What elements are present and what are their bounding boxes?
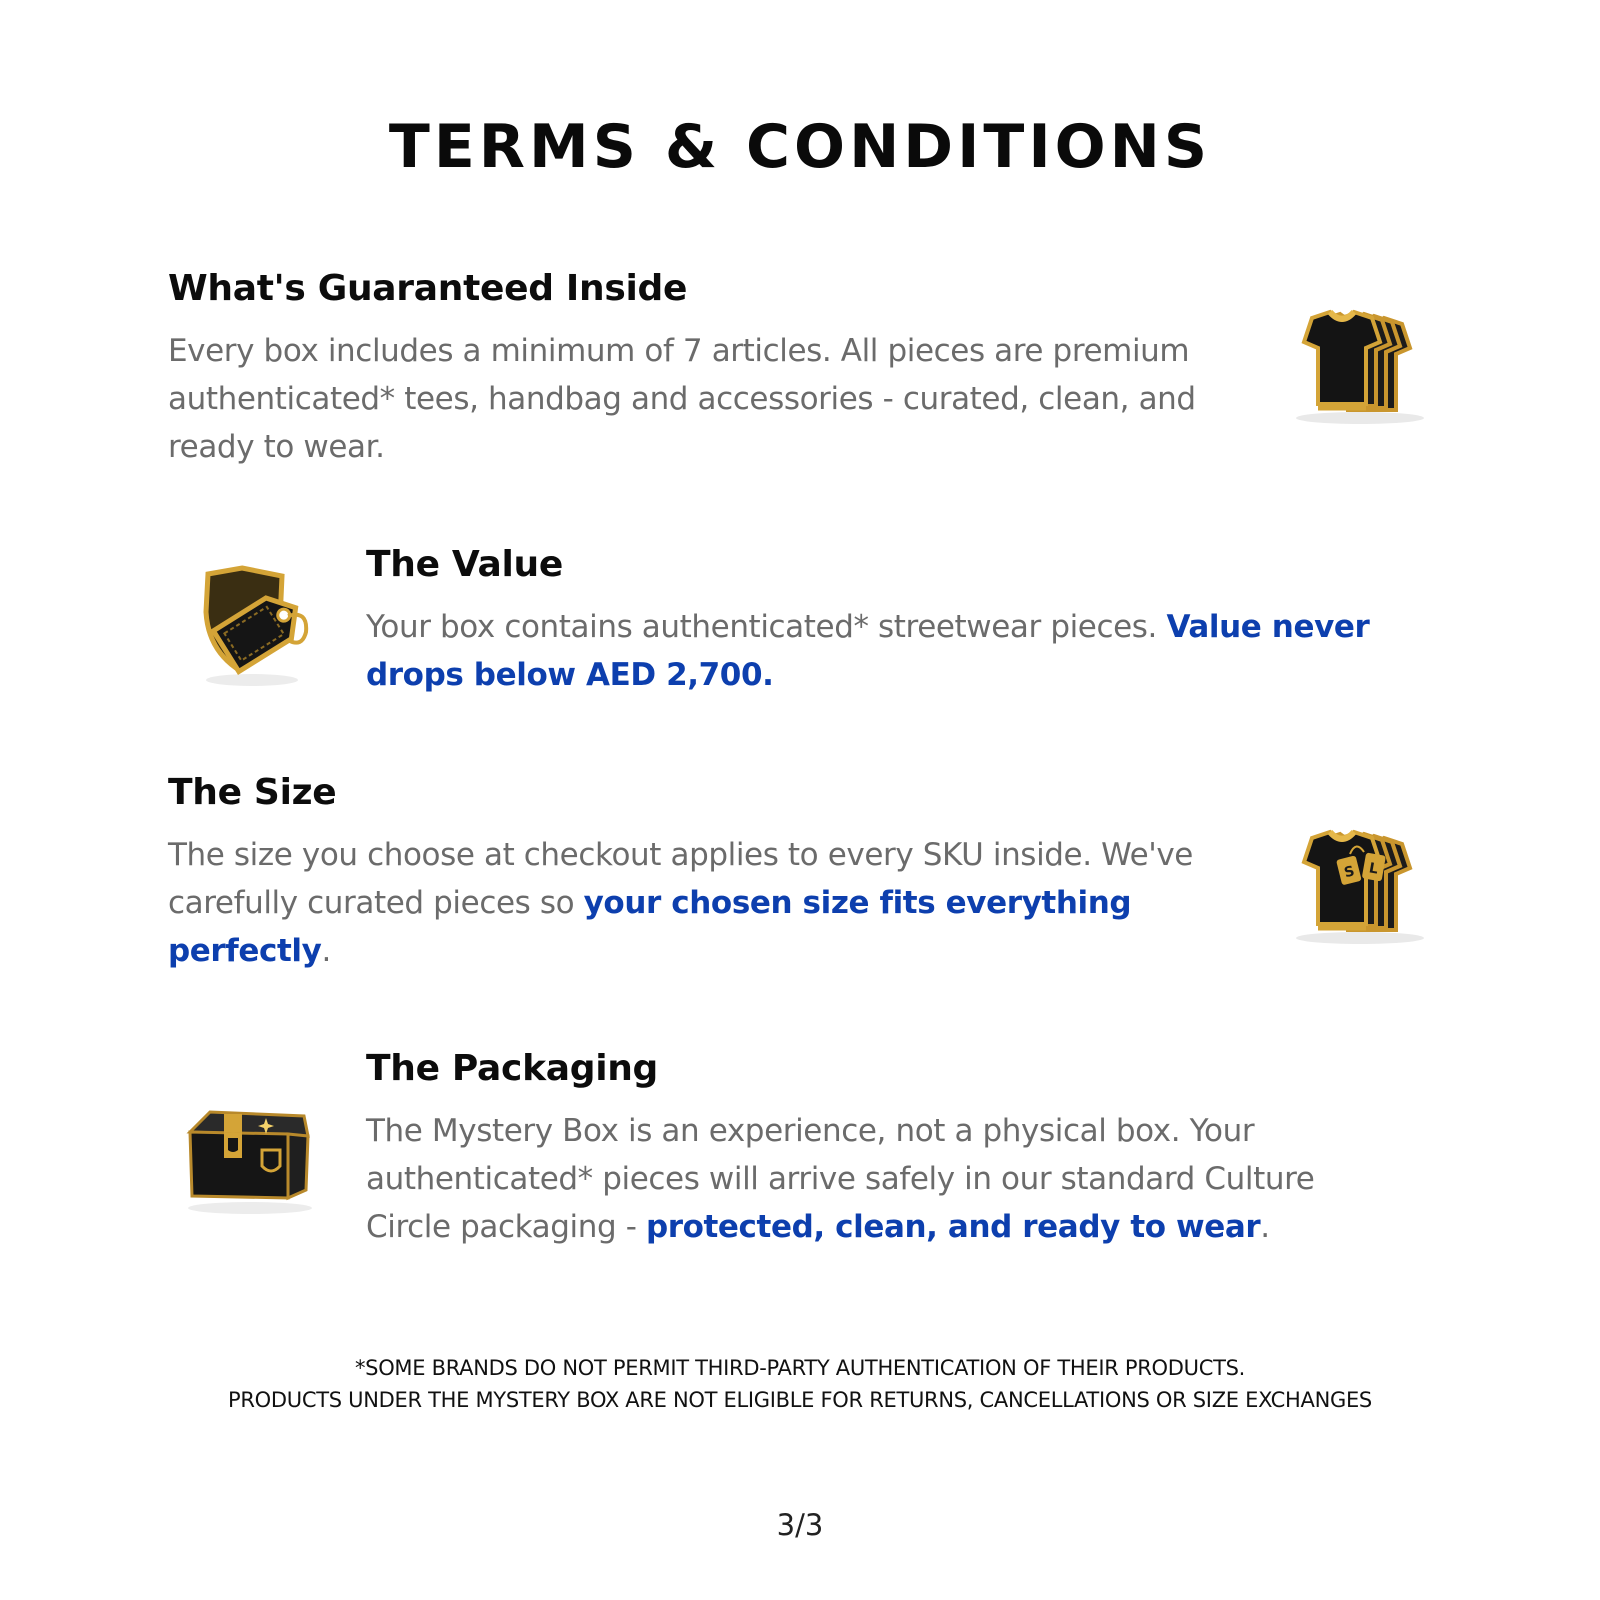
body-tail: . bbox=[321, 933, 331, 969]
section-title: The Packaging bbox=[366, 1048, 659, 1089]
page-indicator: 3/3 bbox=[776, 1508, 824, 1542]
section-body bbox=[168, 831, 1248, 975]
mystery-box-icon bbox=[184, 1106, 324, 1216]
section-title: The Size bbox=[168, 772, 337, 813]
section-title: The Value bbox=[366, 544, 564, 585]
footnote bbox=[0, 1352, 1600, 1416]
section-body: Every box includes a minimum of 7 articles. All pieces are premium authenticated* tees, handbag and accessories - curated, clean, and ready to wear. bbox=[168, 333, 1196, 465]
size-tag-l: L bbox=[1367, 860, 1380, 878]
page-title: TERMS & CONDITIONS bbox=[388, 112, 1212, 182]
section-title: What's Guaranteed Inside bbox=[168, 268, 688, 309]
body-text: Your box contains authenticated* streetwear pieces. bbox=[366, 609, 1167, 645]
stacked-tshirts-icon bbox=[1294, 306, 1434, 426]
section-body bbox=[366, 1107, 1406, 1251]
body-text: The size you choose at checkout applies to every SKU inside. We've carefully curated pieces so bbox=[168, 837, 1193, 921]
highlight-text: your chosen size fits everything perfectly bbox=[168, 885, 1132, 969]
section-value bbox=[366, 544, 1406, 699]
footnote-line-2: PRODUCTS UNDER THE MYSTERY BOX ARE NOT ELIGIBLE FOR RETURNS, CANCELLATIONS OR SIZE EXCHANGES bbox=[228, 1388, 1372, 1412]
section-size bbox=[168, 772, 1248, 975]
size-tag-s: S bbox=[1342, 863, 1357, 882]
section-body bbox=[366, 603, 1406, 699]
footnote-line-1: *SOME BRANDS DO NOT PERMIT THIRD-PARTY AUTHENTICATION OF THEIR PRODUCTS. bbox=[354, 1356, 1246, 1380]
price-tag-shield-icon bbox=[190, 560, 330, 690]
body-tail: . bbox=[1260, 1209, 1270, 1245]
tshirts-size-tag-icon bbox=[1294, 826, 1434, 946]
section-guaranteed bbox=[168, 268, 1248, 471]
highlight-text: protected, clean, and ready to wear bbox=[645, 1209, 1261, 1245]
section-packaging bbox=[366, 1048, 1406, 1251]
body-text: The Mystery Box is an experience, not a physical box. Your authenticated* pieces will arrive safely in our standard Culture Circle packaging - bbox=[366, 1113, 1315, 1245]
highlight-text: Value never drops below AED 2,700. bbox=[366, 609, 1370, 693]
